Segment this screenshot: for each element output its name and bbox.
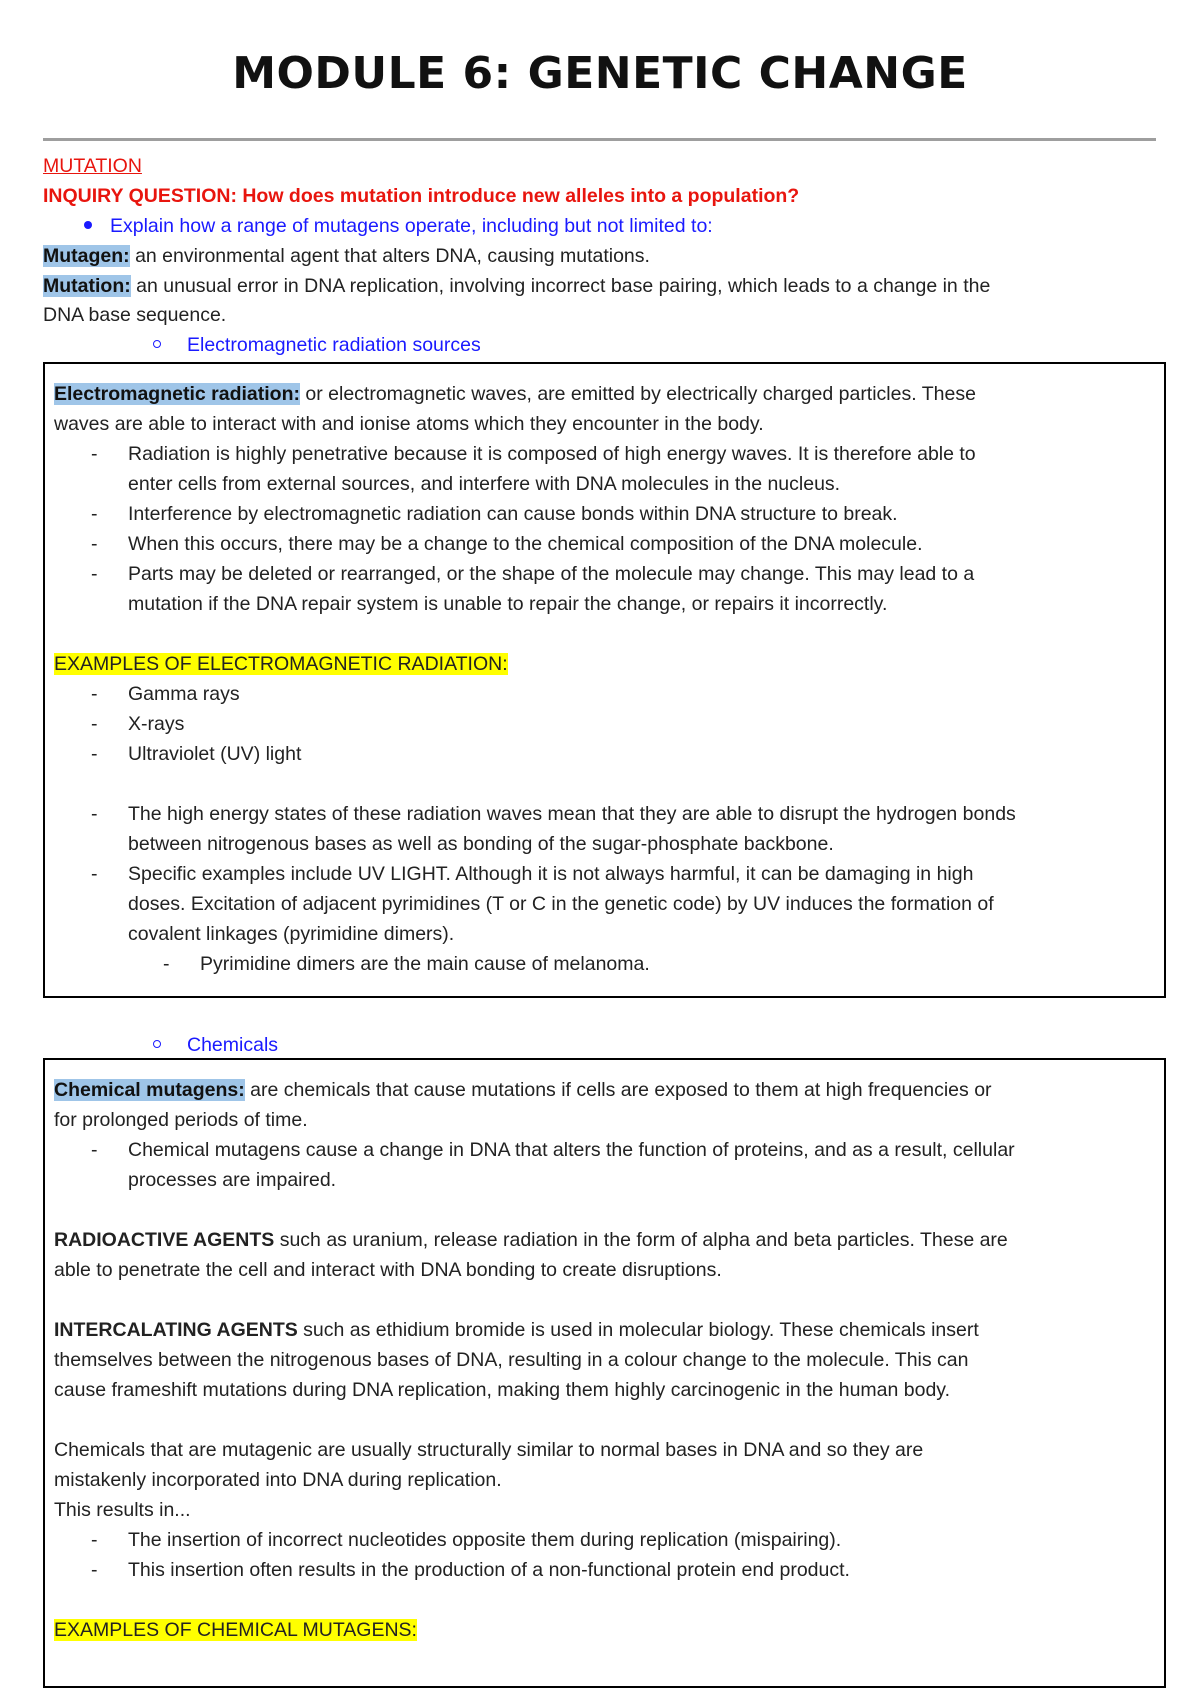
- dash-icon: -: [91, 743, 98, 765]
- result-item-1: The insertion of incorrect nucleotides opposite them during replication (mispairing).: [128, 1529, 842, 1551]
- em-term: Electromagnetic radiation:: [54, 383, 300, 405]
- em-subheading-text: Electromagnetic radiation sources: [187, 334, 481, 356]
- chem-mutagens-box: [43, 1058, 1166, 1688]
- radioactive-paragraph: [54, 1225, 1008, 1255]
- mutation-definition: [43, 271, 990, 301]
- dash-icon: -: [91, 563, 98, 585]
- dash-icon: -: [91, 863, 98, 885]
- dash-icon: -: [91, 683, 98, 705]
- chem-bullet-1-cont: processes are impaired.: [128, 1169, 337, 1191]
- horizontal-rule: [43, 138, 1156, 141]
- results-in: This results in...: [54, 1499, 191, 1521]
- result-item-2: This insertion often results in the production of a non-functional protein end product.: [128, 1559, 850, 1581]
- em-bullet-2: Interference by electromagnetic radiation can cause bonds within DNA structure to break.: [128, 503, 898, 525]
- chem-subheading: [153, 1030, 278, 1060]
- mutagen-definition: [43, 241, 650, 271]
- chem-intro-text: are chemicals that cause mutations if cells are exposed to them at high frequencies or: [244, 1079, 992, 1101]
- em-bullet-1: Radiation is highly penetrative because it is composed of high energy waves. It is therefore able to: [128, 443, 976, 465]
- explain-bullet: [84, 211, 713, 241]
- mutagen-def: an environmental agent that alters DNA, causing mutations.: [129, 245, 650, 267]
- em-intro-cont: waves are able to interact with and ionise atoms which they encounter in the body.: [54, 413, 764, 435]
- em-intro: [54, 379, 976, 409]
- em-detail-2-cont2: covalent linkages (pyrimidine dimers).: [128, 923, 455, 945]
- em-intro-text: or electromagnetic waves, are emitted by electrically charged particles. These: [299, 383, 976, 405]
- dash-icon: -: [91, 533, 98, 555]
- radioactive-cont: able to penetrate the cell and interact with DNA bonding to create disruptions.: [54, 1259, 722, 1281]
- chem-term: Chemical mutagens:: [54, 1079, 245, 1101]
- dash-icon: -: [91, 1529, 98, 1551]
- dash-icon: -: [91, 1559, 98, 1581]
- dash-icon: -: [91, 803, 98, 825]
- chem-intro: [54, 1075, 992, 1105]
- dash-icon: -: [163, 953, 170, 975]
- bullet-dot-icon: [84, 221, 92, 229]
- page-title: MODULE 6: GENETIC CHANGE: [232, 48, 968, 99]
- mutation-def-cont: DNA base sequence.: [43, 304, 227, 326]
- dash-icon: -: [91, 443, 98, 465]
- explain-text: Explain how a range of mutagens operate, including but not limited to:: [110, 215, 713, 237]
- em-detail-2-cont: doses. Excitation of adjacent pyrimidines (T or C in the genetic code) by UV induces the formation of: [128, 893, 994, 915]
- intercalating-cont2: cause frameshift mutations during DNA replication, making them highly carcinogenic in the human body.: [54, 1379, 951, 1401]
- chem-examples-heading: [54, 1615, 417, 1645]
- em-examples-heading-text: EXAMPLES OF ELECTROMAGNETIC RADIATION:: [54, 653, 508, 675]
- chem-bullet-1: Chemical mutagens cause a change in DNA that alters the function of proteins, and as a result, cellular: [128, 1139, 1015, 1161]
- em-detail-1-cont: between nitrogenous bases as well as bonding of the sugar-phosphate backbone.: [128, 833, 834, 855]
- intercalating-term: INTERCALATING AGENTS: [54, 1319, 298, 1341]
- mutation-term: Mutation:: [43, 275, 131, 297]
- em-example-1: Gamma rays: [128, 683, 240, 705]
- dash-icon: -: [91, 713, 98, 735]
- radioactive-text: such as uranium, release radiation in the form of alpha and beta particles. These are: [274, 1229, 1008, 1251]
- em-bullet-4-cont: mutation if the DNA repair system is unable to repair the change, or repairs it incorrectly.: [128, 593, 888, 615]
- intercalating-text: such as ethidium bromide is used in molecular biology. These chemicals insert: [297, 1319, 979, 1341]
- intercalating-cont: themselves between the nitrogenous bases of DNA, resulting in a colour change to the molecule. This can: [54, 1349, 969, 1371]
- chem-examples-heading-text: EXAMPLES OF CHEMICAL MUTAGENS:: [54, 1619, 417, 1641]
- em-radiation-box: [43, 362, 1166, 998]
- mutation-def: an unusual error in DNA replication, involving incorrect base pairing, which leads to a change in the: [130, 275, 991, 297]
- dash-icon: -: [91, 1139, 98, 1161]
- radioactive-term: RADIOACTIVE AGENTS: [54, 1229, 275, 1251]
- intercalating-paragraph: [54, 1315, 979, 1345]
- hollow-bullet-icon: [153, 340, 161, 348]
- section-heading: MUTATION: [43, 155, 142, 177]
- inquiry-question: INQUIRY QUESTION: How does mutation introduce new alleles into a population?: [43, 185, 800, 207]
- chem-intro-cont: for prolonged periods of time.: [54, 1109, 308, 1131]
- em-subheading: [153, 330, 481, 360]
- em-bullet-4: Parts may be deleted or rearranged, or the shape of the molecule may change. This may lead to a: [128, 563, 975, 585]
- em-example-3: Ultraviolet (UV) light: [128, 743, 302, 765]
- mutagen-term: Mutagen:: [43, 245, 130, 267]
- dash-icon: -: [91, 503, 98, 525]
- chem-subheading-text: Chemicals: [187, 1034, 279, 1056]
- em-detail-1: The high energy states of these radiation waves mean that they are able to disrupt the hydrogen bonds: [128, 803, 1016, 825]
- hollow-bullet-icon: [153, 1040, 161, 1048]
- mutagenic-paragraph-cont: mistakenly incorporated into DNA during replication.: [54, 1469, 502, 1491]
- em-detail-2: Specific examples include UV LIGHT. Although it is not always harmful, it can be damaging in high: [128, 863, 974, 885]
- em-example-2: X-rays: [128, 713, 185, 735]
- em-bullet-1-cont: enter cells from external sources, and interfere with DNA molecules in the nucleus.: [128, 473, 841, 495]
- em-examples-heading: [54, 649, 508, 679]
- em-detail-3: Pyrimidine dimers are the main cause of melanoma.: [200, 953, 650, 975]
- mutagenic-paragraph: Chemicals that are mutagenic are usually structurally similar to normal bases in DNA and so they are: [54, 1439, 924, 1461]
- em-bullet-3: When this occurs, there may be a change to the chemical composition of the DNA molecule.: [128, 533, 923, 555]
